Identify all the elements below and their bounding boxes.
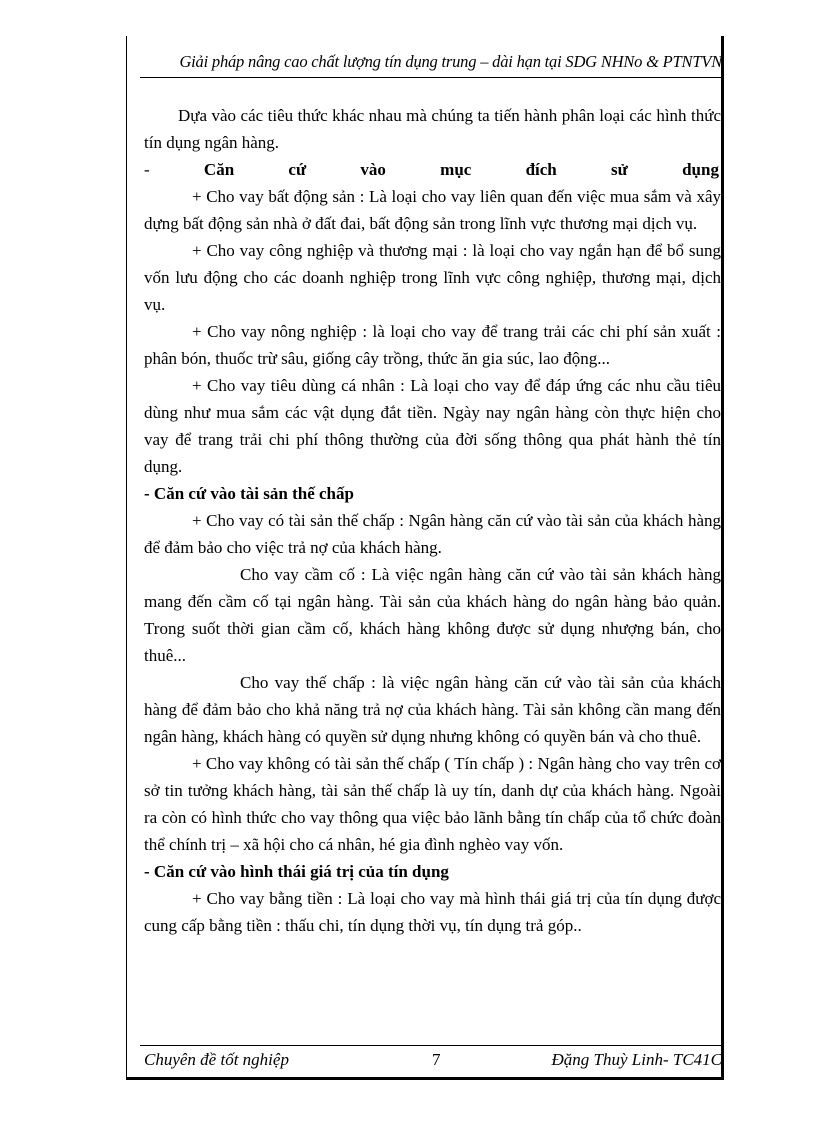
header-rule — [140, 77, 724, 78]
intro-paragraph: Dựa vào các tiêu thức khác nhau mà chúng ta tiến hành phân loại các hình thức tín dụng ngân hàng. — [144, 106, 721, 152]
page-footer — [144, 1050, 724, 1074]
section1-word: Căn — [203, 160, 235, 179]
paragraph: + Cho vay không có tài sản thế chấp ( Tín chấp ) : Ngân hàng cho vay trên cơ sở tin tưởng khách hàng, tài sản thế chấp là uy tín, danh dự của khách hàng. Ngoài ra còn có hình thức cho vay thông qua việc bảo lãnh bằng tín chấp của tổ chức đoàn thể chính trị – xã hội cho cá nhân, hé gia đình nghèo vay vốn. — [144, 754, 721, 854]
footer-title: Chuyên đề tốt nghiệp — [144, 1050, 289, 1069]
paragraph: + Cho vay bất động sản : Là loại cho vay liên quan đến việc mua sắm và xây dựng bất động sản nhà ở đất đai, bất động sản trong lĩnh vực thương mại dịch vụ. — [144, 187, 721, 233]
section1-word: mục — [440, 160, 472, 179]
footer-rule — [140, 1045, 724, 1046]
page-content — [144, 102, 721, 939]
paragraph: Cho vay cầm cố : Là việc ngân hàng căn cứ vào tài sản khách hàng mang đến cầm cố tại ngân hàng. Tài sản của khách hàng do ngân hàng bảo quản. Trong suốt thời gian cầm cố, khách hàng không được sử dụng nhượng bán, cho thuê... — [144, 565, 721, 665]
section1-word: dụng — [682, 160, 719, 179]
footer-author: Đặng Thuỳ Linh- TC41C — [551, 1050, 722, 1069]
running-header: Giải pháp nâng cao chất lượng tín dụng trung – dài hạn tại SDG NHNo & PTNTVN — [179, 52, 722, 71]
section1-heading — [144, 156, 721, 183]
section1-word: vào — [360, 160, 386, 179]
section1-word: đích — [525, 160, 557, 179]
page-number: 7 — [432, 1050, 441, 1069]
paragraph: + Cho vay bằng tiền : Là loại cho vay mà hình thái giá trị của tín dụng được cung cấp bằng tiền : thấu chi, tín dụng thời vụ, tín dụng trả góp.. — [144, 889, 721, 935]
paragraph: + Cho vay có tài sản thế chấp : Ngân hàng căn cứ vào tài sản của khách hàng để đảm bảo cho việc trả nợ của khách hàng. — [144, 511, 721, 557]
paragraph: + Cho vay tiêu dùng cá nhân : Là loại cho vay để đáp ứng các nhu cầu tiêu dùng như mua sắm các vật dụng đắt tiền. Ngày nay ngân hàng còn thực hiện cho vay để trang trải chi phí thông thường của đời sống thông qua phát hành thẻ tín dụng. — [144, 376, 721, 476]
section3-heading: - Căn cứ vào hình thái giá trị của tín dụng — [144, 862, 449, 881]
paragraph: Cho vay thế chấp : là việc ngân hàng căn cứ vào tài sản của khách hàng để đảm bảo cho khả năng trả nợ của khách hàng. Tài sản không cần mang đến ngân hàng, khách hàng có quyền sử dụng nhưng không có quyền bán và cho thuê. — [144, 673, 721, 746]
section2-heading: - Căn cứ vào tài sản thế chấp — [144, 484, 354, 503]
section1-dash: - — [144, 160, 150, 179]
section1-word: cứ — [288, 160, 307, 179]
section1-word: sử — [611, 160, 628, 179]
paragraph: + Cho vay nông nghiệp : là loại cho vay để trang trải các chi phí sản xuất : phân bón, thuốc trừ sâu, giống cây trồng, thức ăn gia súc, lao động... — [144, 322, 721, 368]
paragraph: + Cho vay công nghiệp và thương mại : là loại cho vay ngắn hạn để bổ sung vốn lưu động cho các doanh nghiệp trong lĩnh vực công nghiệp, thương mại, dịch vụ. — [144, 241, 721, 314]
